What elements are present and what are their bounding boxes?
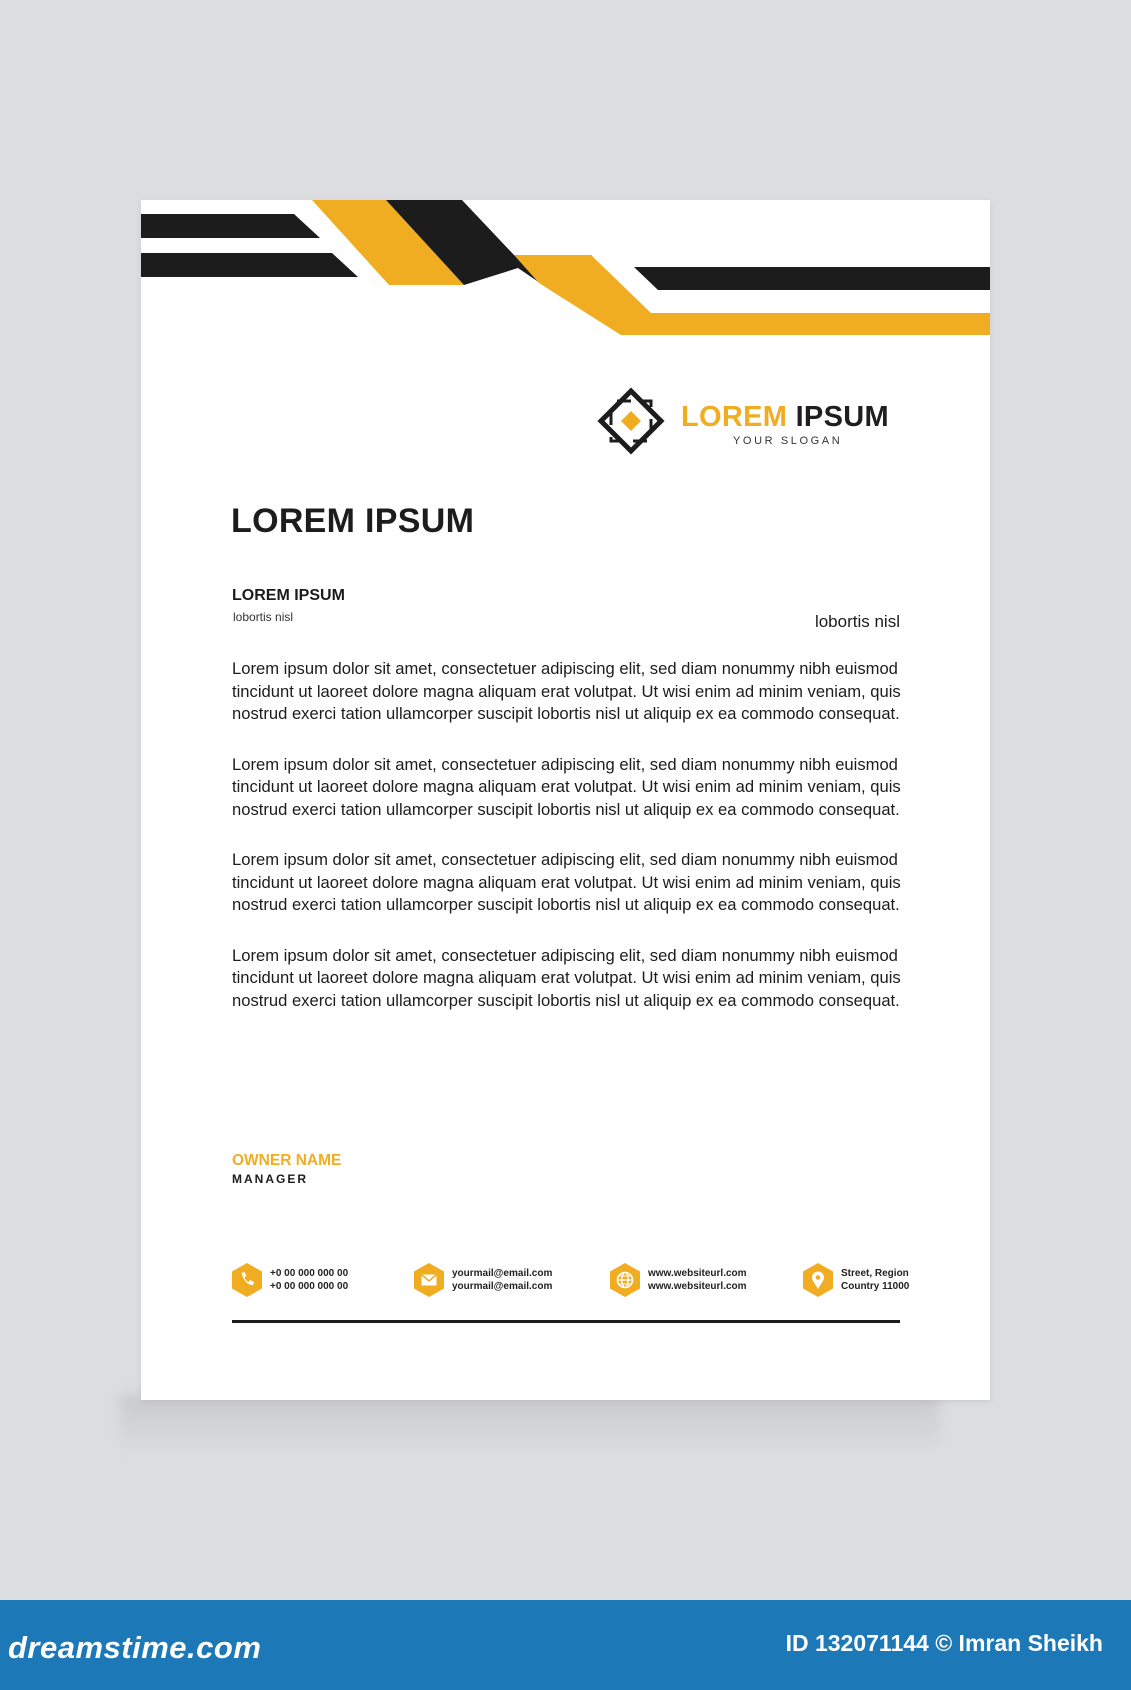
contact-address: [803, 1262, 909, 1298]
header-stripes: [141, 200, 990, 335]
body-paragraph: Lorem ipsum dolor sit amet, consectetuer adipiscing elit, sed diam nonummy nibh euismod tincidunt ut laoreet dolore magna aliquam erat volutpat. Ut wisi enim ad minim veniam, quis nostrud exerci tation ullamcorper suscipit lobortis nisl ut aliquip ex ea commodo consequat.: [232, 754, 901, 819]
company-logo: [597, 387, 897, 457]
recipient-name: LOREM IPSUM: [232, 587, 345, 604]
contact-line: +0 00 000 000 00: [270, 1281, 349, 1292]
contact-line: yourmail@email.com: [452, 1281, 553, 1292]
owner-name: OWNER NAME: [232, 1152, 342, 1169]
date-line: lobortis nisl: [814, 612, 900, 631]
logo-name-part2: IPSUM: [795, 401, 889, 433]
logo-name-part1: LOREM: [681, 401, 788, 433]
contact-email: [414, 1262, 552, 1298]
owner-role: MANAGER: [232, 1172, 308, 1186]
stock-watermark-bar: [0, 1600, 1131, 1690]
contact-line: www.websiteurl.com: [648, 1268, 747, 1279]
stock-credit: ID 132071144 © Imran Sheikh: [785, 1630, 1103, 1656]
page-shadow: [120, 1395, 940, 1455]
location-icon: [803, 1263, 833, 1297]
recipient-subtitle: lobortis nisl: [233, 610, 294, 624]
email-icon: [414, 1263, 444, 1297]
body-paragraph: Lorem ipsum dolor sit amet, consectetuer adipiscing elit, sed diam nonummy nibh euismod tincidunt ut laoreet dolore magna aliquam erat volutpat. Ut wisi enim ad minim veniam, quis nostrud exerci tation ullamcorper suscipit lobortis nisl ut aliquip ex ea commodo consequat.: [232, 850, 901, 914]
phone-icon: [232, 1263, 262, 1297]
contact-website: [610, 1262, 747, 1298]
footer-divider: [232, 1320, 900, 1323]
globe-icon: [610, 1263, 640, 1297]
document-title: LOREM IPSUM: [231, 502, 475, 540]
contact-line: yourmail@email.com: [452, 1268, 553, 1279]
contact-line: Street, Region: [841, 1268, 909, 1279]
stock-brand: dreamstime.com: [8, 1630, 262, 1665]
contact-phone: [232, 1262, 348, 1298]
letterhead-page: [141, 200, 990, 1400]
contact-line: www.websiteurl.com: [648, 1281, 747, 1292]
body-paragraph: Lorem ipsum dolor sit amet, consectetuer adipiscing elit, sed diam nonummy nibh euismod tincidunt ut laoreet dolore magna aliquam erat volutpat. Ut wisi enim ad minim veniam, quis nostrud exerci tation ullamcorper suscipit lobortis nisl ut aliquip ex ea commodo consequat.: [232, 659, 901, 723]
body-paragraph: Lorem ipsum dolor sit amet, consectetuer adipiscing elit, sed diam nonummy nibh euismod tincidunt ut laoreet dolore magna aliquam erat volutpat. Ut wisi enim ad minim veniam, quis nostrud exerci tation ullamcorper suscipit lobortis nisl ut aliquip ex ea commodo consequat.: [232, 945, 901, 1010]
contact-line: +0 00 000 000 00: [270, 1268, 349, 1279]
letter-body: [232, 658, 907, 1040]
contact-line: Country 11000: [841, 1281, 910, 1292]
logo-slogan: YOUR SLOGAN: [733, 435, 843, 447]
diamond-logo-icon: [597, 387, 667, 457]
